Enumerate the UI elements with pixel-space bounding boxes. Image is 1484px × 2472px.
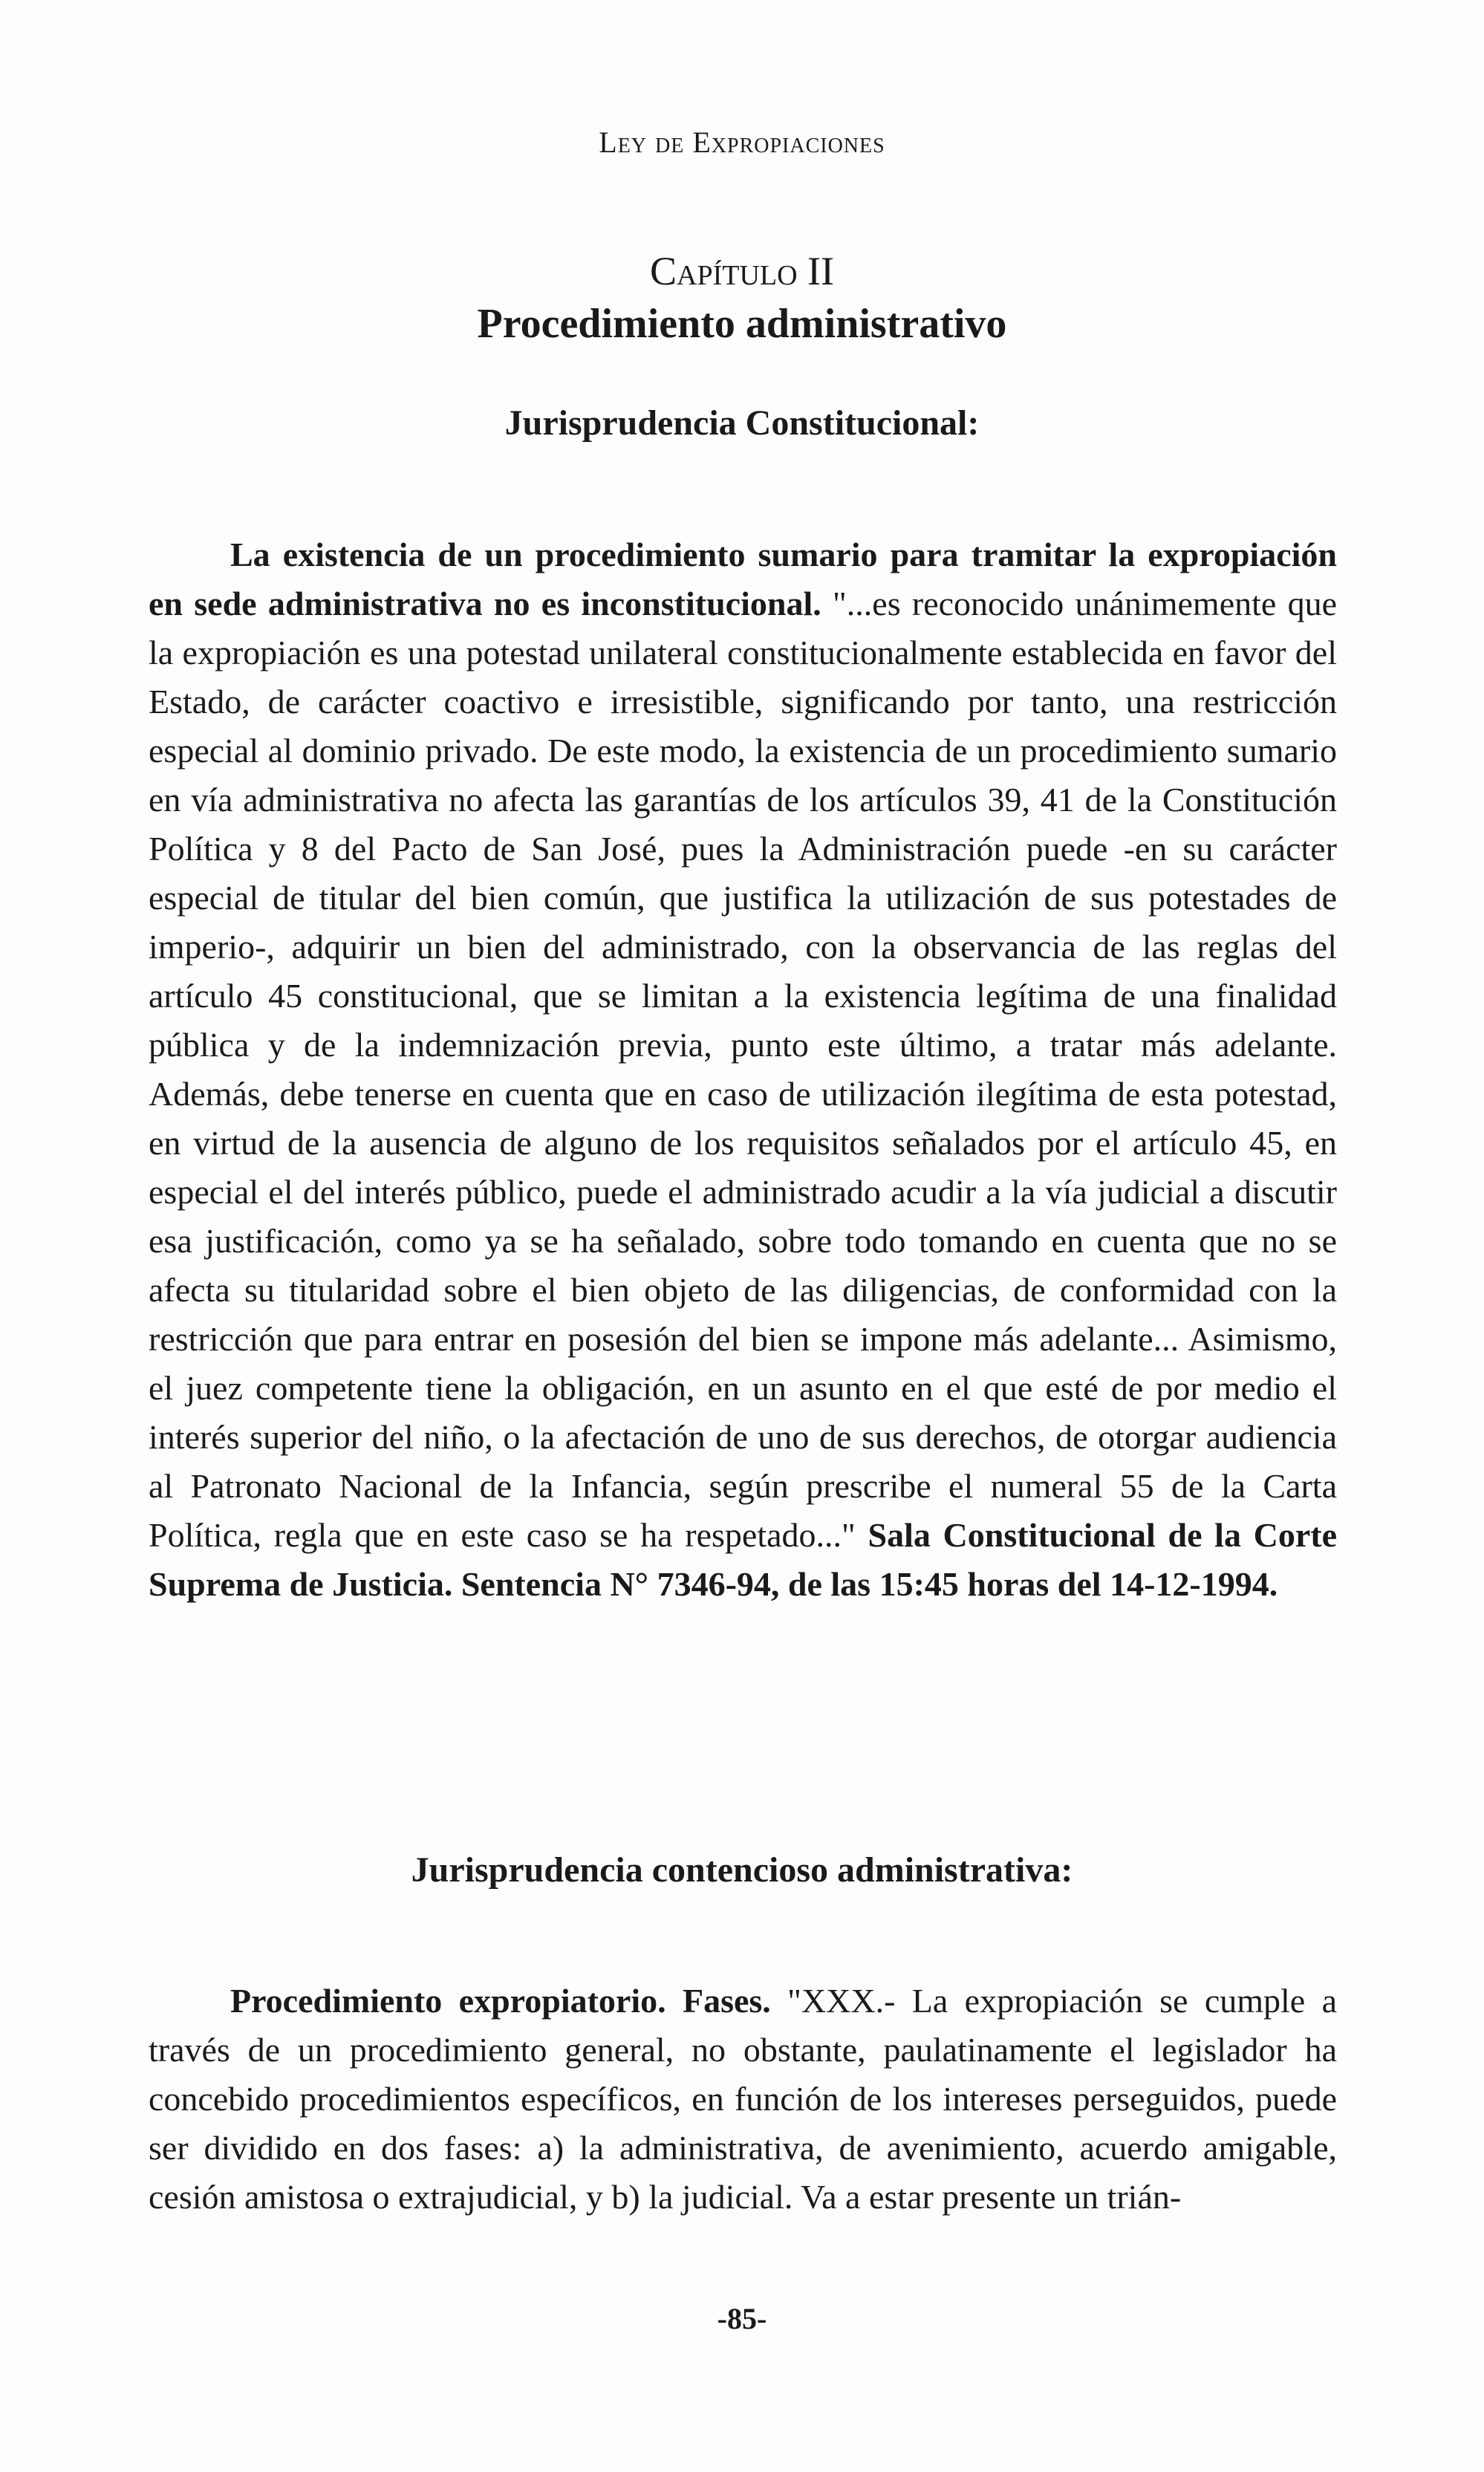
paragraph-body: "...es reconocido unánimemente que la expropiación es una potestad unilateral constitucionalmente establecida en favor del Estado, de carácter coactivo e irresistible, significando por tanto, una restricción especial al dominio privado. De este modo, la existencia de un procedimiento sumario en vía administrativa no afecta las garantías de los artículos 39, 41 de la Constitución Política y 8 del Pacto de San José, pues la Administración puede -en su carácter especial de titular del bien común, que justifica la utilización de sus potestades de imperio-, adquirir un bien del administrado, con la observancia de las reglas del artículo 45 constitucional, que se limitan a la existencia legítima de una finalidad pública y de la indemnización previa, punto este último, a tratar más adelante. Además, debe tenerse en cuenta que en caso de utilización ilegítima de esta potestad, en virtud de la ausencia de alguno de los requisitos señalados por el artículo 45, en especial el del interés público, puede el administrado acudir a la vía judicial a discutir esa justificación, como ya se ha señalado, sobre todo tomando en cuenta que no se afecta su titularidad sobre el bien objeto de las diligencias, de conformidad con la restricción que para entrar en posesión del bien se impone más adelante... Asimismo, el juez competente tiene la obligación, en un asunto en el que esté de por medio el interés superior del niño, o la afectación de uno de sus derechos, de otorgar audiencia al Patronato Nacional de la Infancia, según prescribe el numeral 55 de la Carta Política, regla que en este caso se ha respetado..." <box>149 585 1338 1554</box>
section-heading-contentious: Jurisprudencia contencioso administrativa: <box>411 1850 1073 1890</box>
paragraph-contentious <box>149 1977 1337 2222</box>
paragraph-body: "XXX.- La expropiación se cumple a través de un procedimiento general, no obstante, paulatinamente el legislador ha concebido procedimientos específicos, en función de los intereses perseguidos, puede ser dividido en dos fases: a) la administrativa, de avenimiento, acuerdo amigable, cesión amistosa o extrajudicial, y b) la judicial. Va a estar presente un trián- <box>149 1982 1337 2216</box>
chapter-label: Capítulo II <box>649 249 835 293</box>
paragraph-lead: Procedimiento expropiatorio. Fases. <box>230 1982 771 2020</box>
page-number: -85- <box>717 2302 767 2335</box>
paragraph-constitutional <box>149 530 1337 1609</box>
section-heading-constitutional: Jurisprudencia Constitucional: <box>504 403 980 443</box>
running-header: Ley de Expropiaciones <box>599 126 885 159</box>
paragraph-citation: Sala Constitucional de la Corte Suprema de Justicia. Sentencia N° 7346-94, de las 15:45 horas del 14-12-1994. <box>149 1516 1338 1603</box>
chapter-title: Procedimiento administrativo <box>477 301 1007 347</box>
paragraph-lead: La existencia de un procedimiento sumario para tramitar la expropiación en sede administrativa no es inconstitucional. <box>149 536 1337 622</box>
